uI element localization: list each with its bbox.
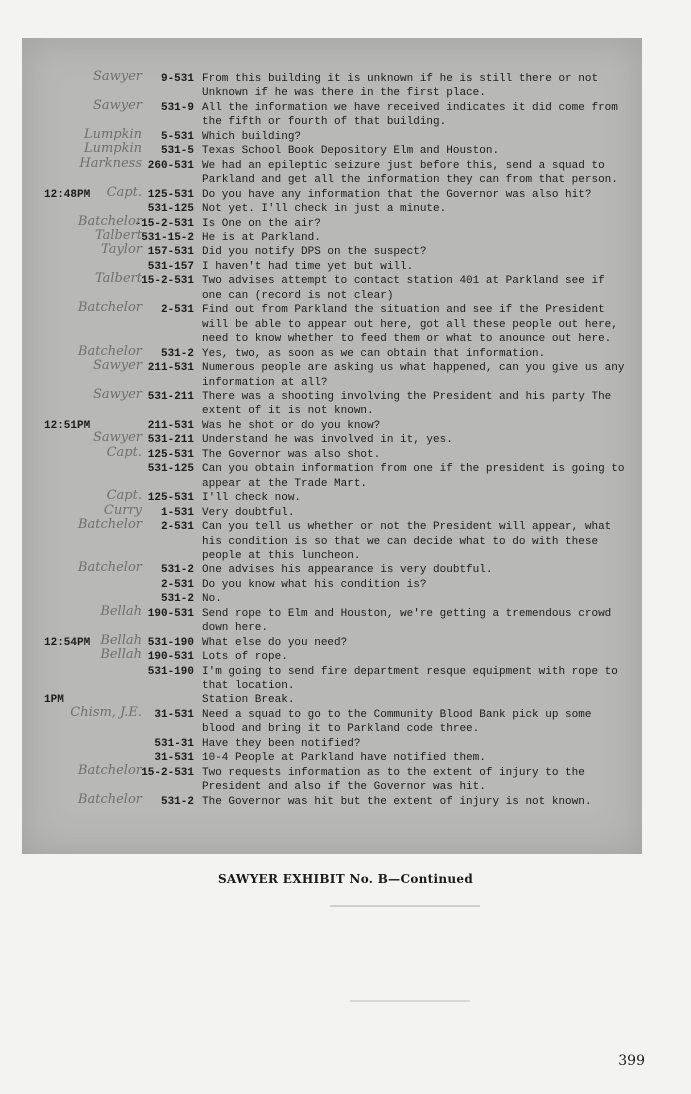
unit-code: 260-531	[147, 159, 194, 172]
unit-code: 125-531	[147, 492, 194, 505]
unit-code-cell	[22, 69, 202, 86]
transcript-entry	[22, 69, 642, 101]
unit-code-cell	[22, 737, 202, 751]
unit-code: 531-211	[147, 390, 194, 403]
message-text: He is at Parkland.	[202, 231, 321, 244]
time-stamp: 12:48PM	[44, 188, 91, 201]
message-text: What else do you need?	[202, 636, 348, 649]
message-text: Did you notify DPS on the suspect?	[202, 246, 427, 259]
time-stamp: 12:51PM	[44, 419, 91, 432]
unit-code: 531-125	[147, 203, 194, 216]
unit-code-cell	[22, 97, 202, 115]
unit-code: 211-531	[147, 419, 194, 432]
transcript-entry	[22, 560, 642, 577]
message-text: Not yet. I'll check in just a minute.	[202, 203, 447, 216]
unit-code-cell	[22, 560, 202, 577]
handwritten-name: Batchelor	[77, 791, 142, 807]
unit-code-cell	[22, 184, 202, 202]
message-text: Do you know what his condition is?	[202, 578, 427, 591]
unit-code: 2-531	[160, 578, 194, 591]
unit-code: 531-2	[160, 795, 194, 808]
handwritten-name: Sawyer	[92, 69, 142, 84]
unit-code: 211-531	[147, 362, 194, 375]
transcript-entry	[22, 517, 642, 563]
unit-code: 5-531	[160, 130, 194, 143]
handwritten-name: Capt.	[106, 444, 142, 460]
unit-code-cell	[22, 271, 202, 288]
exhibit-caption: SAWYER EXHIBIT No. B—Continued	[217, 872, 474, 886]
message-text: Have they been notified?	[202, 737, 361, 750]
message-text: I haven't had time yet but will.	[202, 260, 414, 273]
message-text: Can you obtain information from one if the president is going to appear at the Trade Mart.	[202, 463, 625, 490]
handwritten-name: Curry	[103, 502, 142, 518]
message-text: Lots of rope.	[202, 651, 288, 664]
unit-code: 1-531	[160, 506, 194, 519]
unit-code: 531-2	[160, 593, 194, 606]
handwritten-name: Harkness	[79, 155, 142, 171]
message-text: Is One on the air?	[202, 217, 321, 230]
handwritten-name: Sawyer	[92, 358, 142, 374]
message-text: Numerous people are asking us what happened, can you give us any information at all?	[202, 362, 625, 389]
unit-code: 31-531	[154, 708, 194, 721]
message-text: From this building it is unknown if he is still there or not Unknown if he was there in the first place.	[202, 73, 599, 100]
message-text: Do you have any information that the Governor was also hit?	[202, 188, 592, 201]
message-text: The Governor was also shot.	[202, 448, 381, 461]
handwritten-name: Batchelor	[77, 213, 142, 229]
unit-code: 531-190	[147, 636, 194, 649]
transcript-entry	[22, 97, 642, 130]
message-text: Very doubtful.	[202, 506, 295, 519]
unit-code: 531-15-2	[141, 231, 194, 244]
message-text: The Governor was hit but the extent of injury is not known.	[202, 795, 592, 808]
handwritten-name: Bellah	[100, 603, 142, 619]
unit-code-cell	[22, 665, 202, 679]
unit-code: 531-31	[154, 737, 194, 750]
message-text: Was he shot or do you know?	[202, 419, 381, 432]
unit-code: 157-531	[147, 246, 194, 259]
transcript-entry	[22, 386, 642, 419]
handwritten-name: Sawyer	[92, 386, 142, 402]
unit-code: 531-2	[160, 564, 194, 577]
unit-code: 531-190	[147, 665, 194, 678]
message-text: Send rope to Elm and Houston, we're getting a tremendous crowd down here.	[202, 607, 612, 635]
message-text: Texas School Book Depository Elm and Houston.	[202, 145, 500, 158]
unit-code: 2-531	[160, 521, 194, 534]
unit-code-cell	[22, 444, 202, 462]
handwritten-name: Capt.	[106, 184, 142, 200]
unit-code: 9-531	[160, 73, 194, 85]
unit-code-cell	[22, 462, 202, 476]
message-text: Understand he was involved in it, yes.	[202, 434, 453, 447]
message-text: Need a squad to go to the Community Blood Bank pick up some blood and bring it to Parkland code three.	[202, 708, 592, 736]
unit-code: 2-531	[160, 304, 194, 317]
handwritten-name: Batchelor	[77, 300, 142, 316]
unit-code: 190-531	[147, 651, 194, 664]
unit-code: 125-531	[147, 188, 194, 201]
message-text: There was a shooting involving the President and his party The extent of it is not known.	[202, 390, 612, 418]
unit-code-cell	[22, 155, 202, 173]
transcript-entry	[22, 762, 642, 795]
handwritten-name: Lumpkin	[83, 141, 142, 157]
transcript-entry	[22, 300, 642, 346]
handwritten-name: Sawyer	[92, 430, 142, 446]
transcript-entry	[22, 704, 642, 737]
handwritten-name: Sawyer	[92, 97, 142, 113]
unit-code-cell	[22, 791, 202, 809]
page-number: 399	[618, 1053, 645, 1069]
scanned-transcript	[22, 38, 642, 854]
message-text: Two requests information as to the extent of injury to the President and also if the Governor was hit.	[202, 766, 585, 794]
faint-bleedthrough-mark	[350, 1000, 470, 1002]
message-text: Two advises attempt to contact station 401 at Parkland see if one can (record is not clear)	[202, 275, 605, 302]
unit-code: 531-9	[160, 101, 194, 114]
transcript-entry	[22, 665, 642, 694]
handwritten-name: Batchelor	[77, 517, 142, 533]
handwritten-name: Talbert	[94, 271, 142, 287]
transcript-entry	[22, 791, 642, 809]
transcript-entry	[22, 242, 642, 259]
message-text: Find out from Parkland the situation and see if the President will be able to appear out here, got all these people out here, need to know whether to feed them or what to anounce out here.	[202, 304, 618, 346]
unit-code: 190-531	[147, 607, 194, 620]
transcript-entry	[22, 737, 642, 751]
unit-code: 531-157	[147, 260, 194, 273]
message-text: Yes, two, as soon as we can obtain that information.	[202, 347, 546, 360]
message-text: 10-4 People at Parkland have notified them.	[202, 752, 486, 765]
unit-code: 31-531	[154, 752, 194, 765]
handwritten-name: Batchelor	[77, 343, 142, 359]
unit-code-cell	[22, 300, 202, 317]
handwritten-name: Chism, J.E.	[70, 704, 142, 720]
transcript-entry	[22, 271, 642, 303]
handwritten-name: Lumpkin	[83, 126, 142, 142]
unit-code-cell	[22, 517, 202, 534]
transcript-entry	[22, 358, 642, 390]
message-text: Can you tell us whether or not the President will appear, what his condition is so that we can decide what to do with these people at this luncheon.	[202, 521, 612, 562]
unit-code-cell	[22, 578, 202, 592]
unit-code: 125-531	[147, 448, 194, 461]
message-text: All the information we have received indicates it did come from the fifth or fourth of that building.	[202, 101, 618, 129]
unit-code-cell	[22, 358, 202, 375]
time-stamp: 12:54PM	[44, 636, 91, 649]
unit-code-cell	[22, 386, 202, 404]
transcript-lines	[22, 69, 642, 809]
handwritten-name: Bellah	[100, 647, 142, 663]
handwritten-name: Bellah	[100, 632, 142, 648]
message-text: Which building?	[202, 130, 302, 143]
unit-code-cell	[22, 647, 202, 664]
message-text: No.	[202, 593, 222, 606]
message-text: One advises his appearance is very doubtful.	[202, 564, 493, 577]
unit-code-cell	[22, 704, 202, 722]
faint-stamp-mark	[330, 905, 480, 907]
unit-code: 531-125	[147, 463, 194, 476]
unit-code: 531-5	[160, 145, 194, 158]
handwritten-name: Batchelor	[77, 560, 142, 576]
unit-code: 15-2-531	[141, 766, 194, 779]
transcript-entry	[22, 578, 642, 592]
transcript-entry	[22, 184, 642, 202]
transcript-entry	[22, 155, 642, 188]
unit-code: 15-2-531	[141, 275, 194, 288]
time-stamp: 1PM	[44, 694, 64, 707]
message-text: I'll check now.	[202, 492, 302, 505]
message-text: I'm going to send fire department resque equipment with rope to that location.	[202, 665, 618, 693]
unit-code-cell	[22, 242, 202, 259]
handwritten-name: Talbert	[94, 227, 142, 243]
handwritten-name: Batchelor	[77, 762, 142, 778]
unit-code-cell	[22, 762, 202, 780]
unit-code-cell	[22, 603, 202, 621]
message-text: Station Break.	[202, 694, 295, 707]
handwritten-name: Taylor	[101, 242, 142, 258]
unit-code: 531-2	[160, 347, 194, 360]
unit-code: 531-211	[147, 434, 194, 447]
transcript-entry	[22, 603, 642, 636]
transcript-entry	[22, 444, 642, 462]
message-text: We had an epileptic seizure just before this, send a squad to Parkland and get all the information they can from that person.	[202, 159, 618, 187]
transcript-entry	[22, 647, 642, 664]
transcript-entry	[22, 462, 642, 491]
handwritten-name: Capt.	[106, 488, 142, 504]
unit-code: -15-2-531	[134, 217, 194, 230]
